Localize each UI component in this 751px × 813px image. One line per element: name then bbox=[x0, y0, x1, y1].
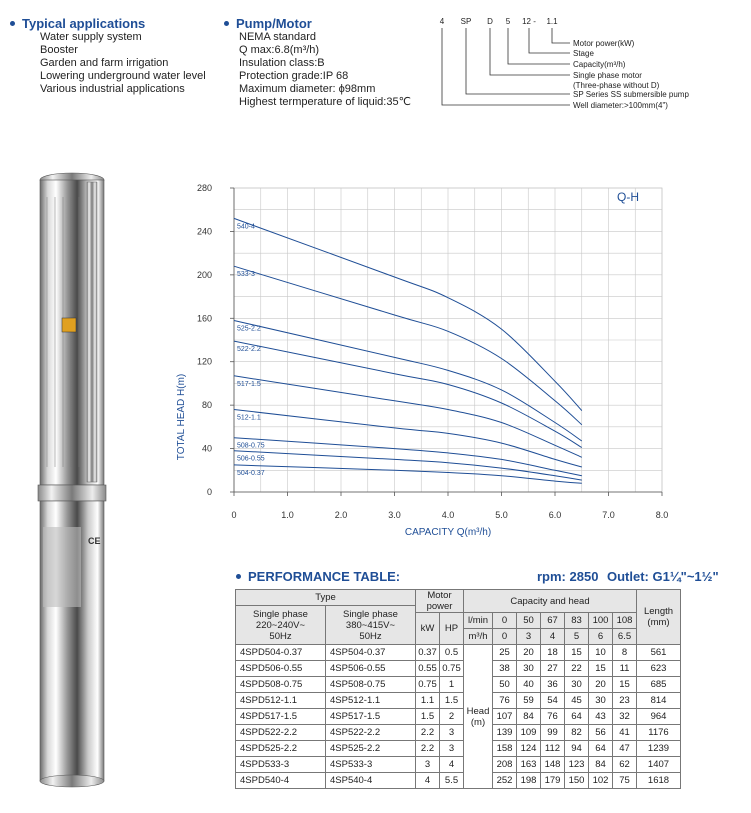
length-cell: 814 bbox=[637, 693, 681, 709]
head-value-cell: 198 bbox=[517, 773, 541, 789]
y-tick-label: 200 bbox=[196, 269, 212, 280]
head-value-cell: 208 bbox=[493, 757, 517, 773]
length-cell: 561 bbox=[637, 645, 681, 661]
qh-chart bbox=[170, 175, 670, 550]
pump-motor-section bbox=[224, 17, 411, 109]
table-header-row bbox=[236, 590, 681, 606]
table-row bbox=[236, 709, 681, 725]
series-line-506-0.55 bbox=[234, 451, 582, 480]
head-value-cell: 82 bbox=[565, 725, 589, 741]
pump-cable-guard bbox=[87, 182, 97, 482]
code-part-power: 1.1 bbox=[546, 17, 558, 26]
code-desc-diameter: Well diameter:>100mm(4") bbox=[573, 101, 668, 110]
lmin-cell: 108 bbox=[613, 613, 637, 629]
type-220v-cell: 4SPD522-2.2 bbox=[236, 725, 326, 741]
type-380v-cell: 4SP508-0.75 bbox=[326, 677, 416, 693]
head-value-cell: 23 bbox=[613, 693, 637, 709]
type-380v-cell: 4SP517-1.5 bbox=[326, 709, 416, 725]
lmin-cell: 0 bbox=[493, 613, 517, 629]
head-value-cell: 252 bbox=[493, 773, 517, 789]
head-value-cell: 38 bbox=[493, 661, 517, 677]
length-cell: 1407 bbox=[637, 757, 681, 773]
lmin-cell: 50 bbox=[517, 613, 541, 629]
application-item: Booster bbox=[40, 44, 78, 56]
hp-cell: 2 bbox=[440, 709, 464, 725]
head-value-cell: 150 bbox=[565, 773, 589, 789]
type-220v-cell: 4SPD540-4 bbox=[236, 773, 326, 789]
head-value-cell: 8 bbox=[613, 645, 637, 661]
type-220v-cell: 4SPD525-2.2 bbox=[236, 741, 326, 757]
head-value-cell: 109 bbox=[517, 725, 541, 741]
pump-spec-item: Highest termperature of liquid:35℃ bbox=[239, 96, 411, 108]
head-value-cell: 20 bbox=[517, 645, 541, 661]
kw-cell: 2.2 bbox=[416, 725, 440, 741]
pump-spec-item: Q max:6.8(m³/h) bbox=[239, 44, 320, 56]
hp-cell: 1 bbox=[440, 677, 464, 693]
head-value-cell: 62 bbox=[613, 757, 637, 773]
code-desc-stage: Stage bbox=[573, 49, 594, 58]
header-m3h: m³/h bbox=[464, 629, 493, 645]
code-part-motor-type: D bbox=[487, 17, 493, 26]
y-tick-label: 80 bbox=[201, 400, 212, 411]
bullet-icon bbox=[10, 21, 15, 26]
header-type: Type bbox=[236, 590, 416, 606]
pump-photo bbox=[25, 172, 120, 792]
x-tick-label: 5.0 bbox=[495, 510, 508, 520]
type-380v-cell: 4SP504-0.37 bbox=[326, 645, 416, 661]
head-value-cell: 158 bbox=[493, 741, 517, 757]
head-value-cell: 15 bbox=[589, 661, 613, 677]
head-value-cell: 30 bbox=[589, 693, 613, 709]
hp-cell: 1.5 bbox=[440, 693, 464, 709]
hp-cell: 0.5 bbox=[440, 645, 464, 661]
head-value-cell: 10 bbox=[589, 645, 613, 661]
head-value-cell: 99 bbox=[541, 725, 565, 741]
bullet-icon bbox=[236, 574, 241, 579]
head-value-cell: 47 bbox=[613, 741, 637, 757]
series-line-517-1.5 bbox=[234, 376, 582, 458]
application-item: Various industrial applications bbox=[40, 83, 185, 95]
table-row bbox=[236, 757, 681, 773]
head-value-cell: 139 bbox=[493, 725, 517, 741]
kw-cell: 1.5 bbox=[416, 709, 440, 725]
rpm-label: rpm: 2850 bbox=[537, 569, 599, 584]
m3h-cell: 6 bbox=[589, 629, 613, 645]
hp-cell: 3 bbox=[440, 725, 464, 741]
y-tick-label: 280 bbox=[196, 183, 212, 193]
head-value-cell: 84 bbox=[517, 709, 541, 725]
series-line-522-2.2 bbox=[234, 341, 582, 447]
y-tick-label: 160 bbox=[196, 313, 212, 324]
kw-cell: 0.75 bbox=[416, 677, 440, 693]
hp-cell: 0.75 bbox=[440, 661, 464, 677]
y-tick-label: 0 bbox=[206, 487, 212, 497]
series-line-540-4 bbox=[234, 218, 582, 410]
typical-applications-section bbox=[10, 17, 206, 96]
series-line-504-0.37 bbox=[234, 465, 582, 483]
y-tick-label: 40 bbox=[201, 443, 212, 454]
header-hp: HP bbox=[440, 613, 464, 645]
series-line-525-2.2 bbox=[234, 321, 582, 442]
head-value-cell: 25 bbox=[493, 645, 517, 661]
code-desc-motor: Single phase motor bbox=[573, 71, 642, 80]
x-tick-label: 8.0 bbox=[655, 510, 669, 520]
m3h-cell: 4 bbox=[541, 629, 565, 645]
code-part-diameter: 4 bbox=[439, 17, 445, 26]
head-value-cell: 163 bbox=[517, 757, 541, 773]
m3h-cell: 0 bbox=[493, 629, 517, 645]
application-item: Garden and farm irrigation bbox=[40, 57, 169, 69]
kw-cell: 3 bbox=[416, 757, 440, 773]
series-label: 533-3 bbox=[237, 271, 255, 279]
type-220v-cell: 4SPD506-0.55 bbox=[236, 661, 326, 677]
y-axis-label: TOTAL HEAD H(m) bbox=[176, 373, 187, 461]
series-label: 522-2.2 bbox=[237, 346, 261, 354]
header-motor-power: Motor power bbox=[416, 590, 464, 613]
performance-title: PERFORMANCE TABLE: bbox=[236, 569, 400, 584]
header-single-phase-1: Single phase 220~240V~ 50Hz bbox=[236, 606, 326, 645]
chart-title: Q-H bbox=[617, 190, 639, 204]
code-desc-motor-note: (Three-phase without D) bbox=[573, 81, 660, 90]
pump-spec-item: Maximum diameter: ϕ98mm bbox=[239, 83, 376, 95]
m3h-cell: 6.5 bbox=[613, 629, 637, 645]
header-length: Length (mm) bbox=[637, 590, 681, 645]
head-value-cell: 15 bbox=[613, 677, 637, 693]
series-line-533-3 bbox=[234, 266, 582, 425]
head-value-cell: 123 bbox=[565, 757, 589, 773]
type-220v-cell: 4SPD533-3 bbox=[236, 757, 326, 773]
table-row bbox=[236, 773, 681, 789]
head-value-cell: 41 bbox=[613, 725, 637, 741]
m3h-cell: 3 bbox=[517, 629, 541, 645]
chart-series bbox=[234, 218, 582, 483]
table-row bbox=[236, 741, 681, 757]
kw-cell: 4 bbox=[416, 773, 440, 789]
x-tick-label: 3.0 bbox=[388, 510, 401, 520]
performance-body bbox=[236, 645, 681, 789]
pump-motor-title: Pump/Motor bbox=[224, 17, 411, 30]
head-value-cell: 179 bbox=[541, 773, 565, 789]
head-value-cell: 36 bbox=[541, 677, 565, 693]
pump-nameplate bbox=[43, 527, 81, 607]
head-value-cell: 45 bbox=[565, 693, 589, 709]
series-label: 506-0.55 bbox=[237, 455, 265, 463]
application-item: Water supply system bbox=[40, 31, 142, 43]
type-220v-cell: 4SPD517-1.5 bbox=[236, 709, 326, 725]
head-value-cell: 148 bbox=[541, 757, 565, 773]
warning-label-icon bbox=[62, 318, 76, 332]
head-value-cell: 32 bbox=[613, 709, 637, 725]
bullet-icon bbox=[224, 21, 229, 26]
head-value-cell: 30 bbox=[517, 661, 541, 677]
head-value-cell: 43 bbox=[589, 709, 613, 725]
type-220v-cell: 4SPD504-0.37 bbox=[236, 645, 326, 661]
y-tick-label: 120 bbox=[196, 356, 212, 367]
x-tick-label: 4.0 bbox=[441, 510, 455, 520]
head-value-cell: 59 bbox=[517, 693, 541, 709]
head-value-cell: 11 bbox=[613, 661, 637, 677]
type-380v-cell: 4SP540-4 bbox=[326, 773, 416, 789]
x-tick-label: 1.0 bbox=[281, 510, 294, 520]
head-value-cell: 75 bbox=[613, 773, 637, 789]
type-380v-cell: 4SP525-2.2 bbox=[326, 741, 416, 757]
head-value-cell: 30 bbox=[565, 677, 589, 693]
series-label: 512-1.1 bbox=[237, 414, 261, 422]
series-label: 525-2.2 bbox=[237, 325, 261, 333]
x-tick-label: 7.0 bbox=[602, 510, 615, 520]
head-value-cell: 124 bbox=[517, 741, 541, 757]
length-cell: 685 bbox=[637, 677, 681, 693]
x-tick-label: 6.0 bbox=[548, 510, 562, 520]
type-380v-cell: 4SP533-3 bbox=[326, 757, 416, 773]
head-value-cell: 15 bbox=[565, 645, 589, 661]
chart-tick-labels bbox=[197, 183, 668, 520]
table-row bbox=[236, 677, 681, 693]
series-label: 540-4 bbox=[237, 223, 255, 231]
x-axis-label: CAPACITY Q(m³/h) bbox=[404, 527, 492, 538]
code-desc-capacity: Capacity(m³/h) bbox=[573, 60, 626, 69]
series-line-512-1.1 bbox=[234, 410, 582, 468]
head-value-cell: 64 bbox=[565, 709, 589, 725]
performance-table bbox=[235, 589, 681, 789]
type-220v-cell: 4SPD508-0.75 bbox=[236, 677, 326, 693]
hp-cell: 5.5 bbox=[440, 773, 464, 789]
head-value-cell: 54 bbox=[541, 693, 565, 709]
kw-cell: 0.37 bbox=[416, 645, 440, 661]
header-capacity-head: Capacity and head bbox=[464, 590, 637, 613]
table-row bbox=[236, 725, 681, 741]
head-value-cell: 40 bbox=[517, 677, 541, 693]
type-380v-cell: 4SP522-2.2 bbox=[326, 725, 416, 741]
hp-cell: 3 bbox=[440, 741, 464, 757]
outlet-label: Outlet: G1¼"~1½" bbox=[607, 569, 719, 584]
pump-spec-item: Protection grade:IP 68 bbox=[239, 70, 349, 82]
type-380v-cell: 4SP506-0.55 bbox=[326, 661, 416, 677]
type-380v-cell: 4SP512-1.1 bbox=[326, 693, 416, 709]
length-cell: 623 bbox=[637, 661, 681, 677]
head-value-cell: 50 bbox=[493, 677, 517, 693]
code-desc-series: SP Series SS submersible pump bbox=[573, 90, 689, 99]
kw-cell: 1.1 bbox=[416, 693, 440, 709]
m3h-cell: 5 bbox=[565, 629, 589, 645]
head-value-cell: 107 bbox=[493, 709, 517, 725]
head-value-cell: 102 bbox=[589, 773, 613, 789]
type-220v-cell: 4SPD512-1.1 bbox=[236, 693, 326, 709]
y-tick-label: 240 bbox=[196, 226, 212, 237]
head-value-cell: 56 bbox=[589, 725, 613, 741]
table-row bbox=[236, 693, 681, 709]
head-value-cell: 20 bbox=[589, 677, 613, 693]
head-value-cell: 94 bbox=[565, 741, 589, 757]
x-tick-label: 2.0 bbox=[334, 510, 348, 520]
chart-grid bbox=[234, 188, 662, 492]
kw-cell: 2.2 bbox=[416, 741, 440, 757]
lmin-cell: 67 bbox=[541, 613, 565, 629]
application-item: Lowering underground water level bbox=[40, 70, 206, 82]
header-single-phase-2: Single phase 380~415V~ 50Hz bbox=[326, 606, 416, 645]
head-value-cell: 76 bbox=[541, 709, 565, 725]
lmin-cell: 83 bbox=[565, 613, 589, 629]
head-value-cell: 76 bbox=[493, 693, 517, 709]
head-value-cell: 112 bbox=[541, 741, 565, 757]
series-label: 517-1.5 bbox=[237, 380, 261, 388]
header-kw: kW bbox=[416, 613, 440, 645]
code-connectors bbox=[442, 28, 570, 105]
pump-collar bbox=[38, 485, 106, 501]
length-cell: 964 bbox=[637, 709, 681, 725]
length-cell: 1618 bbox=[637, 773, 681, 789]
head-label-cell: Head (m) bbox=[464, 645, 493, 789]
head-value-cell: 84 bbox=[589, 757, 613, 773]
table-row bbox=[236, 661, 681, 677]
head-value-cell: 22 bbox=[565, 661, 589, 677]
code-part-series: SP bbox=[460, 17, 472, 26]
lmin-cell: 100 bbox=[589, 613, 613, 629]
code-part-stage: 12 - bbox=[522, 17, 536, 26]
head-value-cell: 27 bbox=[541, 661, 565, 677]
header-lmin: l/min bbox=[464, 613, 493, 629]
hp-cell: 4 bbox=[440, 757, 464, 773]
series-label: 508-0.75 bbox=[237, 442, 265, 450]
head-value-cell: 18 bbox=[541, 645, 565, 661]
series-label: 504-0.37 bbox=[237, 469, 265, 477]
model-code-diagram bbox=[425, 12, 745, 122]
length-cell: 1239 bbox=[637, 741, 681, 757]
pump-bottom bbox=[40, 775, 104, 787]
table-row bbox=[236, 645, 681, 661]
code-desc-power: Motor power(kW) bbox=[573, 39, 635, 48]
x-tick-label: 0 bbox=[231, 510, 237, 520]
pump-spec-item: Insulation class:B bbox=[239, 57, 325, 69]
length-cell: 1176 bbox=[637, 725, 681, 741]
ce-mark: CE bbox=[88, 536, 101, 546]
kw-cell: 0.55 bbox=[416, 661, 440, 677]
code-part-capacity: 5 bbox=[505, 17, 511, 26]
typical-applications-title: Typical applications bbox=[10, 17, 206, 30]
pump-spec-item: NEMA standard bbox=[239, 31, 317, 43]
head-value-cell: 64 bbox=[589, 741, 613, 757]
